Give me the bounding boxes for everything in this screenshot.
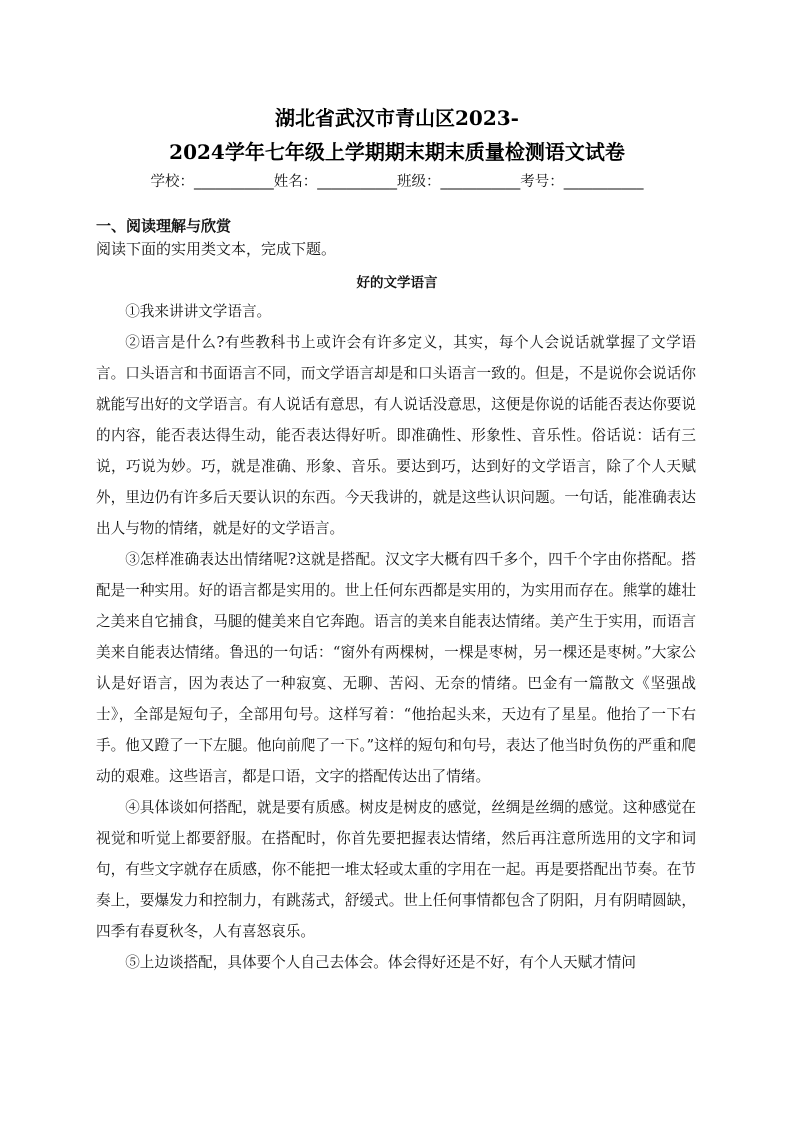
article-body	[96, 296, 696, 978]
article-paragraph-2: ②语言是什么?有些教科书上或许会有许多定义，其实，每个人会说话就掌握了文学语言。口头语言和书面语言不同，而文学语言却是和口头语言一致的。但是，不是说你会说话你就能写出好的文学语言。有人说话有意思，有人说话没意思，这便是你说的话能否表达你要说的内容，能否表达得生动，能否表达得好听。即准确性、形象性、音乐性。俗话说：话有三说，巧说为妙。巧，就是准确、形象、音乐。要达到巧，达到好的文学语言，除了个人天赋外，里边仍有许多后天要认识的东西。今天我讲的，就是这些认识问题。一句话，能准确表达出人与物的情绪，就是好的文学语言。	[96, 334, 696, 537]
document-title-line-2: 2024学年七年级上学期期末期末质量检测语文试卷	[169, 140, 625, 164]
document-title-line-1: 湖北省武汉市青山区2023-	[275, 106, 519, 130]
article-paragraph-5: ⑤上边谈搭配，具体要个人自己去体会。体会得好还是不好，有个人天赋才情问	[125, 954, 636, 971]
section-heading: 一、阅读理解与欣赏	[96, 217, 232, 235]
student-info-line: 学校：___________姓名：___________班级：___________考号：___________	[150, 174, 644, 190]
article-paragraph-3: ③怎样准确表达出情绪呢?这就是搭配。汉文字大概有四千多个，四千个字由你搭配。搭配是一种实用。好的语言都是实用的。世上任何东西都是实用的，为实用而存在。熊掌的雄壮之美来自它捕食，马腿的健美来自它奔跑。语言的美来自能表达情绪。美产生于实用，而语言美来自能表达情绪。鲁迅的一句话：“窗外有两棵树，一棵是枣树，另一棵还是枣树。”大家公认是好语言，因为表达了一种寂寞、无聊、苦闷、无奈的情绪。巴金有一篇散文《坚强战士》，全部是短句子，全部用句号。这样写着：“他抬起头来，天边有了星星。他抬了一下右手。他又蹬了一下左腿。他向前爬了一下。”这样的短句和句号，表达了他当时负伤的严重和爬动的艰难。这些语言，都是口语，文字的搭配传达出了情绪。	[96, 551, 696, 785]
section-instruction: 阅读下面的实用类文本，完成下题。	[96, 240, 337, 258]
article-paragraph-1: ①我来讲讲文学语言。	[125, 303, 272, 320]
article-paragraph-4: ④具体谈如何搭配，就是要有质感。树皮是树皮的感觉，丝绸是丝绸的感觉。这种感觉在视觉和听觉上都要舒服。在搭配时，你首先要把握表达情绪，然后再注意所选用的文字和词句，有些文字就存在质感，你不能把一堆太轻或太重的字用在一起。再是要搭配出节奏。在节奏上，要爆发力和控制力，有跳荡式，舒缓式。世上任何事情都包含了阴阳，月有阴晴圆缺，四季有春夏秋冬，人有喜怒哀乐。	[96, 799, 696, 940]
article-title: 好的文学语言	[356, 275, 438, 291]
